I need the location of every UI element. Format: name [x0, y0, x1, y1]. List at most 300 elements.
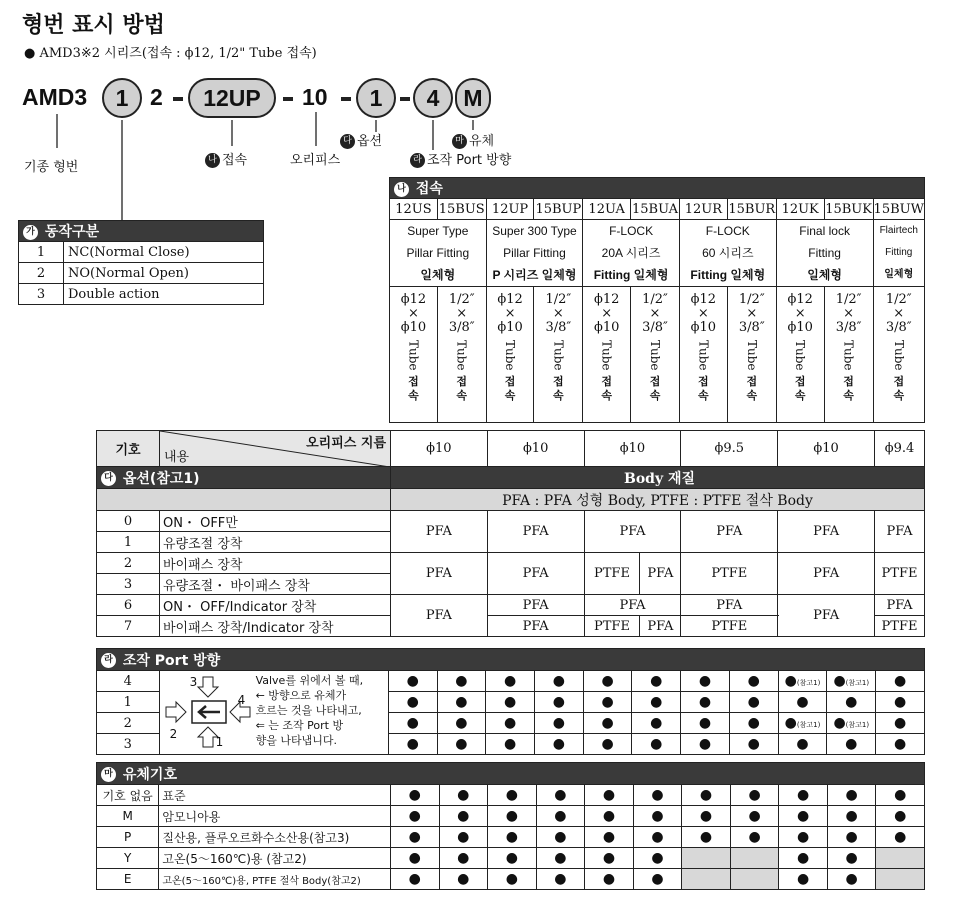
- availability-dot: ●: [651, 808, 664, 824]
- orifice-value: ϕ9.5: [681, 431, 778, 467]
- port-number-label: 3: [189, 675, 198, 689]
- connection-type: [390, 220, 487, 287]
- connect-char: 접: [408, 375, 419, 388]
- connection-type-line: 일체형: [420, 268, 456, 282]
- availability-dot: ●: [408, 787, 421, 803]
- availability-dot: ●: [748, 808, 761, 824]
- orifice-content-label: 내용: [164, 450, 190, 465]
- connection-type-line: Super 300 Type: [492, 224, 577, 238]
- label-base: 기종 형번: [24, 160, 79, 175]
- fluid-availability: [488, 848, 537, 869]
- availability-dot: ●: [552, 736, 565, 752]
- port-availability: [534, 671, 583, 692]
- port-description-line: Valve를 위에서 볼 때,: [255, 674, 364, 687]
- option-code: 1: [97, 532, 160, 553]
- availability-dot: ●: [406, 715, 419, 731]
- label-orifice: 오리피스: [290, 153, 341, 168]
- connect-char: 접: [698, 375, 709, 388]
- availability-dot: ●: [845, 871, 858, 887]
- connection-code: 15BUW: [873, 199, 924, 220]
- port-availability: [583, 713, 632, 734]
- connection-size: [727, 287, 776, 423]
- fluid-availability: [876, 806, 925, 827]
- connection-type-line: Fitting: [885, 247, 913, 258]
- tube-label: Tube: [648, 339, 662, 371]
- availability-dot: ●: [457, 829, 470, 845]
- size-line: ϕ12: [497, 292, 523, 307]
- availability-dot: ●: [796, 694, 809, 710]
- size-line: ϕ12: [400, 292, 427, 307]
- availability-dot: ●: [797, 829, 810, 845]
- availability-dot: ●: [845, 694, 858, 710]
- option-blank: [97, 489, 391, 511]
- size-line: 3/8″: [835, 320, 862, 335]
- size-line: 3/8″: [448, 320, 475, 335]
- fluid-availability: [779, 806, 828, 827]
- availability-dot: ●: [457, 787, 470, 803]
- fluid-availability: [876, 827, 925, 848]
- size-line: 3/8″: [885, 320, 912, 335]
- availability-dot: ●: [408, 808, 421, 824]
- size-line: ×: [407, 306, 419, 321]
- connect-char: 접: [456, 375, 468, 388]
- fluid-availability: [779, 827, 828, 848]
- availability-dot: ●: [845, 829, 858, 845]
- orifice-code-label: 기호: [97, 431, 160, 467]
- fluid-code: E: [97, 869, 159, 890]
- port-availability: [534, 713, 583, 734]
- connect-char: 접: [553, 375, 564, 388]
- badge-icon: 다: [101, 471, 116, 486]
- fluid-availability: [633, 848, 682, 869]
- connection-code: 15BUS: [437, 199, 486, 220]
- action-table-header: 가 동작구분: [19, 221, 264, 242]
- connection-type-line: Final lock: [799, 224, 850, 238]
- availability-dot: ●: [602, 808, 616, 824]
- port-diagram-cell: [159, 671, 388, 755]
- port-availability: [486, 734, 535, 755]
- connection-type: [679, 220, 776, 287]
- option-table: [96, 430, 925, 637]
- port-availability: [876, 692, 925, 713]
- note-ref: (참고1): [845, 721, 870, 729]
- port-availability: [876, 713, 925, 734]
- connection-size: [437, 287, 486, 423]
- size-line: ×: [893, 306, 905, 321]
- fluid-code: Y: [97, 848, 159, 869]
- availability-dot: ●: [893, 673, 907, 689]
- fluid-availability: [827, 869, 876, 890]
- action-text: Double action: [64, 284, 264, 305]
- fluid-availability: [536, 869, 585, 890]
- availability-dot: ●: [504, 673, 517, 689]
- connect-char: 속: [843, 389, 854, 402]
- port-availability: [827, 671, 876, 692]
- port-availability: [778, 713, 827, 734]
- size-line: ϕ12: [593, 292, 620, 307]
- fluid-availability: [390, 785, 439, 806]
- port-description-line: ← 방향으로 유체가: [255, 689, 347, 702]
- fluid-availability: [633, 827, 682, 848]
- port-code: 3: [97, 734, 160, 755]
- port-availability: [729, 734, 778, 755]
- size-line: 1/2″: [545, 292, 572, 307]
- fluid-availability: [876, 848, 925, 869]
- connection-code: 15BUP: [534, 199, 583, 220]
- availability-dot: ●: [554, 850, 567, 866]
- port-availability: [729, 692, 778, 713]
- connection-type-line: Fitting 일체형: [593, 268, 669, 282]
- size-line: 1/2″: [835, 292, 862, 307]
- availability-dot: ●: [893, 736, 907, 752]
- fluid-availability: [439, 848, 488, 869]
- fluid-availability: [779, 848, 828, 869]
- availability-dot: ●: [894, 787, 907, 803]
- connect-char: 접: [843, 375, 854, 388]
- size-line: ϕ10: [593, 320, 620, 335]
- connection-type: [486, 220, 583, 287]
- label-option: 다 옵션: [340, 130, 382, 149]
- body-material-note: PFA : PFA 성형 Body, PTFE : PTFE 절삭 Body: [391, 489, 925, 511]
- series-subtitle: ● AMD3※2 시리즈(접속 : ϕ12, 1/2" Tube 접속): [24, 46, 317, 61]
- fluid-text: 질산용, 플루오르화수소산용(참고3): [159, 827, 391, 848]
- port-number-label: 2: [169, 727, 178, 741]
- orifice-value: ϕ10: [391, 431, 488, 467]
- material-cell: PFA: [584, 595, 681, 616]
- availability-dot: ●: [457, 808, 470, 824]
- option-code: 6: [97, 595, 160, 616]
- fluid-availability: [439, 827, 488, 848]
- port-availability: [681, 713, 730, 734]
- availability-dot: ●: [457, 871, 470, 887]
- tube-label: Tube: [454, 339, 469, 371]
- port-description-line: ⇐ 는 조작 Port 방: [255, 719, 344, 732]
- size-line: ϕ10: [497, 320, 523, 335]
- fluid-text: 고온(5～160℃)용, PTFE 절삭 Body(참고2): [159, 869, 391, 890]
- fluid-availability: [682, 869, 731, 890]
- connection-code: 15BUA: [631, 199, 680, 220]
- label-connect: 나 접속: [205, 149, 247, 168]
- size-line: 3/8″: [642, 320, 668, 335]
- port-availability: [827, 713, 876, 734]
- availability-dot: ●: [504, 694, 517, 710]
- size-line: ϕ12: [787, 292, 813, 307]
- material-cell: PFA: [875, 595, 925, 616]
- availability-dot: ●: [845, 808, 858, 824]
- action-code: 2: [19, 263, 64, 284]
- connect-char: 속: [698, 389, 709, 402]
- port-availability: [534, 692, 583, 713]
- port-description: [256, 673, 364, 748]
- badge-icon: 나: [394, 182, 409, 197]
- availability-dot: ●: [602, 829, 616, 845]
- fluid-availability: [585, 827, 634, 848]
- size-line: ×: [794, 306, 806, 321]
- availability-dot: ●: [504, 736, 517, 752]
- body-material-header: Body 재질: [391, 467, 925, 489]
- fluid-availability: [876, 785, 925, 806]
- port-number-label: 1: [215, 735, 224, 749]
- tube-label: Tube: [891, 339, 906, 371]
- badge-icon: 가: [23, 225, 38, 240]
- availability-dot: ●: [406, 736, 419, 752]
- fluid-availability: [536, 827, 585, 848]
- port-availability: [876, 671, 925, 692]
- connect-char: 속: [408, 389, 419, 402]
- option-text: ON・ OFF/Indicator 장착: [160, 595, 391, 616]
- fluid-code: M: [97, 806, 159, 827]
- availability-dot: ●: [699, 829, 713, 845]
- note-ref: (참고1): [796, 679, 821, 687]
- connection-header: 나 접속: [390, 178, 925, 199]
- option-code: 2: [97, 553, 160, 574]
- availability-dot: ●: [650, 736, 663, 752]
- fluid-availability: [439, 785, 488, 806]
- action-table: [18, 220, 264, 305]
- option-code: 3: [97, 574, 160, 595]
- fluid-availability: [730, 785, 779, 806]
- availability-dot: ●: [784, 673, 797, 689]
- page-title: 형번 표시 방법: [22, 13, 165, 38]
- connection-size: [534, 287, 583, 423]
- orifice-value: ϕ10: [487, 431, 584, 467]
- material-cell: PFA: [487, 595, 584, 616]
- fluid-availability: [827, 848, 876, 869]
- port-availability: [388, 671, 437, 692]
- orifice-diam-label: 오리피스 지름: [306, 436, 386, 451]
- availability-dot: ●: [408, 829, 421, 845]
- connection-code: 12UA: [583, 199, 631, 220]
- connect-char: 접: [504, 375, 516, 388]
- port-code: 4: [97, 671, 160, 692]
- option-text: 유량조절 장착: [160, 532, 391, 553]
- port-availability: [437, 671, 486, 692]
- size-line: ×: [504, 306, 516, 321]
- availability-dot: ●: [845, 736, 858, 752]
- fluid-availability: [536, 806, 585, 827]
- size-line: ×: [746, 306, 758, 321]
- connection-type-line: F-LOCK: [705, 224, 750, 238]
- option-code: 7: [97, 616, 160, 637]
- connect-char: 속: [649, 389, 661, 402]
- port-code: 1: [97, 692, 160, 713]
- fluid-availability: [682, 848, 731, 869]
- availability-dot: ●: [552, 694, 565, 710]
- connection-size: [631, 287, 680, 423]
- fluid-availability: [827, 806, 876, 827]
- code-action-pill: 1: [102, 78, 142, 118]
- connect-char: 속: [601, 389, 612, 402]
- availability-dot: ●: [504, 715, 517, 731]
- code-port-pill: 4: [413, 78, 453, 118]
- fluid-availability: [876, 869, 925, 890]
- availability-dot: ●: [602, 871, 616, 887]
- port-availability: [486, 692, 535, 713]
- connect-char: 속: [553, 389, 564, 402]
- connection-code: 12UP: [486, 199, 534, 220]
- connection-type-line: 일체형: [807, 268, 842, 282]
- connect-char: 속: [504, 389, 516, 402]
- material-cell: PTFE: [681, 616, 778, 637]
- availability-dot: ●: [796, 736, 809, 752]
- port-availability: [388, 692, 437, 713]
- material-cell: PFA: [681, 595, 778, 616]
- availability-dot: ●: [505, 850, 518, 866]
- connection-size: [824, 287, 873, 423]
- size-line: ×: [552, 306, 564, 321]
- fluid-availability: [827, 827, 876, 848]
- material-cell: PTFE: [875, 616, 925, 637]
- fluid-table: [96, 762, 925, 890]
- fluid-availability: [390, 827, 439, 848]
- availability-dot: ●: [698, 715, 712, 731]
- port-description-line: 흐르는 것을 나타내고,: [255, 704, 362, 717]
- badge-icon: 마: [452, 134, 467, 149]
- orifice-value: ϕ10: [778, 431, 875, 467]
- size-line: ×: [601, 306, 613, 321]
- availability-dot: ●: [797, 871, 810, 887]
- port-availability: [681, 734, 730, 755]
- availability-dot: ●: [797, 787, 810, 803]
- connect-char: 접: [794, 375, 806, 388]
- note-ref: (참고1): [796, 721, 821, 729]
- fluid-availability: [633, 785, 682, 806]
- connection-size: [679, 287, 727, 423]
- badge-icon: 라: [410, 153, 425, 168]
- tube-label: Tube: [551, 339, 566, 371]
- availability-dot: ●: [554, 808, 567, 824]
- label-fluid: 마 유체: [452, 130, 494, 149]
- connection-type-line: Super Type: [407, 224, 469, 238]
- port-table: [96, 648, 925, 755]
- availability-dot: ●: [602, 850, 616, 866]
- port-availability: [486, 671, 535, 692]
- size-line: ϕ12: [690, 292, 717, 307]
- port-availability: [583, 692, 632, 713]
- availability-dot: ●: [455, 694, 468, 710]
- connection-type-line: 일체형: [884, 269, 914, 280]
- availability-dot: ●: [833, 673, 846, 689]
- port-code: 2: [97, 713, 160, 734]
- fluid-availability: [633, 806, 682, 827]
- connection-type-line: Fitting: [808, 246, 841, 260]
- fluid-availability: [585, 806, 634, 827]
- fluid-availability: [390, 869, 439, 890]
- availability-dot: ●: [601, 694, 614, 710]
- connection-table: [389, 177, 925, 423]
- availability-dot: ●: [505, 808, 518, 824]
- material-cell: PFA: [875, 511, 925, 553]
- tube-label: Tube: [503, 339, 518, 371]
- availability-dot: ●: [747, 715, 760, 731]
- availability-dot: ●: [845, 850, 858, 866]
- connect-char: 속: [746, 389, 758, 402]
- availability-dot: ●: [406, 694, 419, 710]
- fluid-availability: [585, 785, 634, 806]
- port-availability: [632, 713, 681, 734]
- connection-code: 12US: [390, 199, 438, 220]
- tube-label: Tube: [406, 339, 421, 371]
- connection-size: [583, 287, 631, 423]
- connect-char: 속: [456, 389, 468, 402]
- availability-dot: ●: [748, 829, 761, 845]
- fluid-availability: [730, 869, 779, 890]
- port-availability: [632, 734, 681, 755]
- port-header: 라 조작 Port 방향: [97, 649, 925, 671]
- port-availability: [437, 713, 486, 734]
- connection-type-line: 60 시리즈: [702, 246, 754, 260]
- port-availability: [827, 692, 876, 713]
- availability-dot: ●: [784, 715, 797, 731]
- availability-dot: ●: [455, 736, 468, 752]
- connection-type: [873, 220, 924, 287]
- code-model: AMD3: [22, 84, 88, 110]
- port-availability: [681, 671, 730, 692]
- availability-dot: ●: [747, 736, 760, 752]
- material-cell: PFA: [487, 553, 584, 595]
- fluid-availability: [488, 869, 537, 890]
- badge-icon: 마: [101, 767, 116, 782]
- size-line: ×: [697, 306, 709, 321]
- material-cell: PFA: [640, 616, 681, 637]
- availability-dot: ●: [651, 850, 664, 866]
- connection-code: 15BUR: [727, 199, 776, 220]
- availability-dot: ●: [651, 871, 664, 887]
- availability-dot: ●: [651, 787, 664, 803]
- port-availability: [778, 734, 827, 755]
- availability-dot: ●: [455, 715, 468, 731]
- connect-char: 접: [893, 375, 905, 388]
- material-cell: PFA: [584, 511, 681, 553]
- connection-size: [873, 287, 924, 423]
- availability-dot: ●: [698, 694, 712, 710]
- size-line: 1/2″: [885, 292, 912, 307]
- availability-dot: ●: [893, 694, 907, 710]
- port-description-line: 향을 나타냅니다.: [255, 734, 337, 747]
- fluid-availability: [730, 848, 779, 869]
- availability-dot: ●: [602, 787, 616, 803]
- size-line: 1/2″: [448, 292, 475, 307]
- fluid-availability: [488, 806, 537, 827]
- connection-type-line: P 시리즈 일체형: [492, 268, 577, 282]
- fluid-availability: [439, 869, 488, 890]
- port-availability: [827, 734, 876, 755]
- availability-dot: ●: [833, 715, 846, 731]
- orifice-value: ϕ9.4: [875, 431, 925, 467]
- size-line: 3/8″: [738, 320, 765, 335]
- fluid-code: P: [97, 827, 159, 848]
- badge-icon: 라: [101, 653, 116, 668]
- size-line: ϕ10: [400, 320, 427, 335]
- fluid-availability: [585, 869, 634, 890]
- availability-dot: ●: [894, 808, 907, 824]
- size-line: ϕ10: [787, 320, 813, 335]
- connection-type-line: 20A 시리즈: [601, 246, 661, 260]
- connection-size: [776, 287, 824, 423]
- availability-dot: ●: [650, 694, 663, 710]
- fluid-text: 고온(5～160℃)용 (참고2): [159, 848, 391, 869]
- code-fluid-pill: M: [455, 78, 491, 118]
- fluid-availability: [633, 869, 682, 890]
- connection-type-line: Flairtech: [879, 225, 918, 236]
- code-digit: 2: [150, 84, 163, 110]
- size-line: 1/2″: [642, 292, 668, 307]
- tube-label: Tube: [599, 339, 614, 371]
- availability-dot: ●: [408, 871, 421, 887]
- connection-size: [390, 287, 438, 423]
- availability-dot: ●: [552, 715, 565, 731]
- fluid-text: 표준: [159, 785, 391, 806]
